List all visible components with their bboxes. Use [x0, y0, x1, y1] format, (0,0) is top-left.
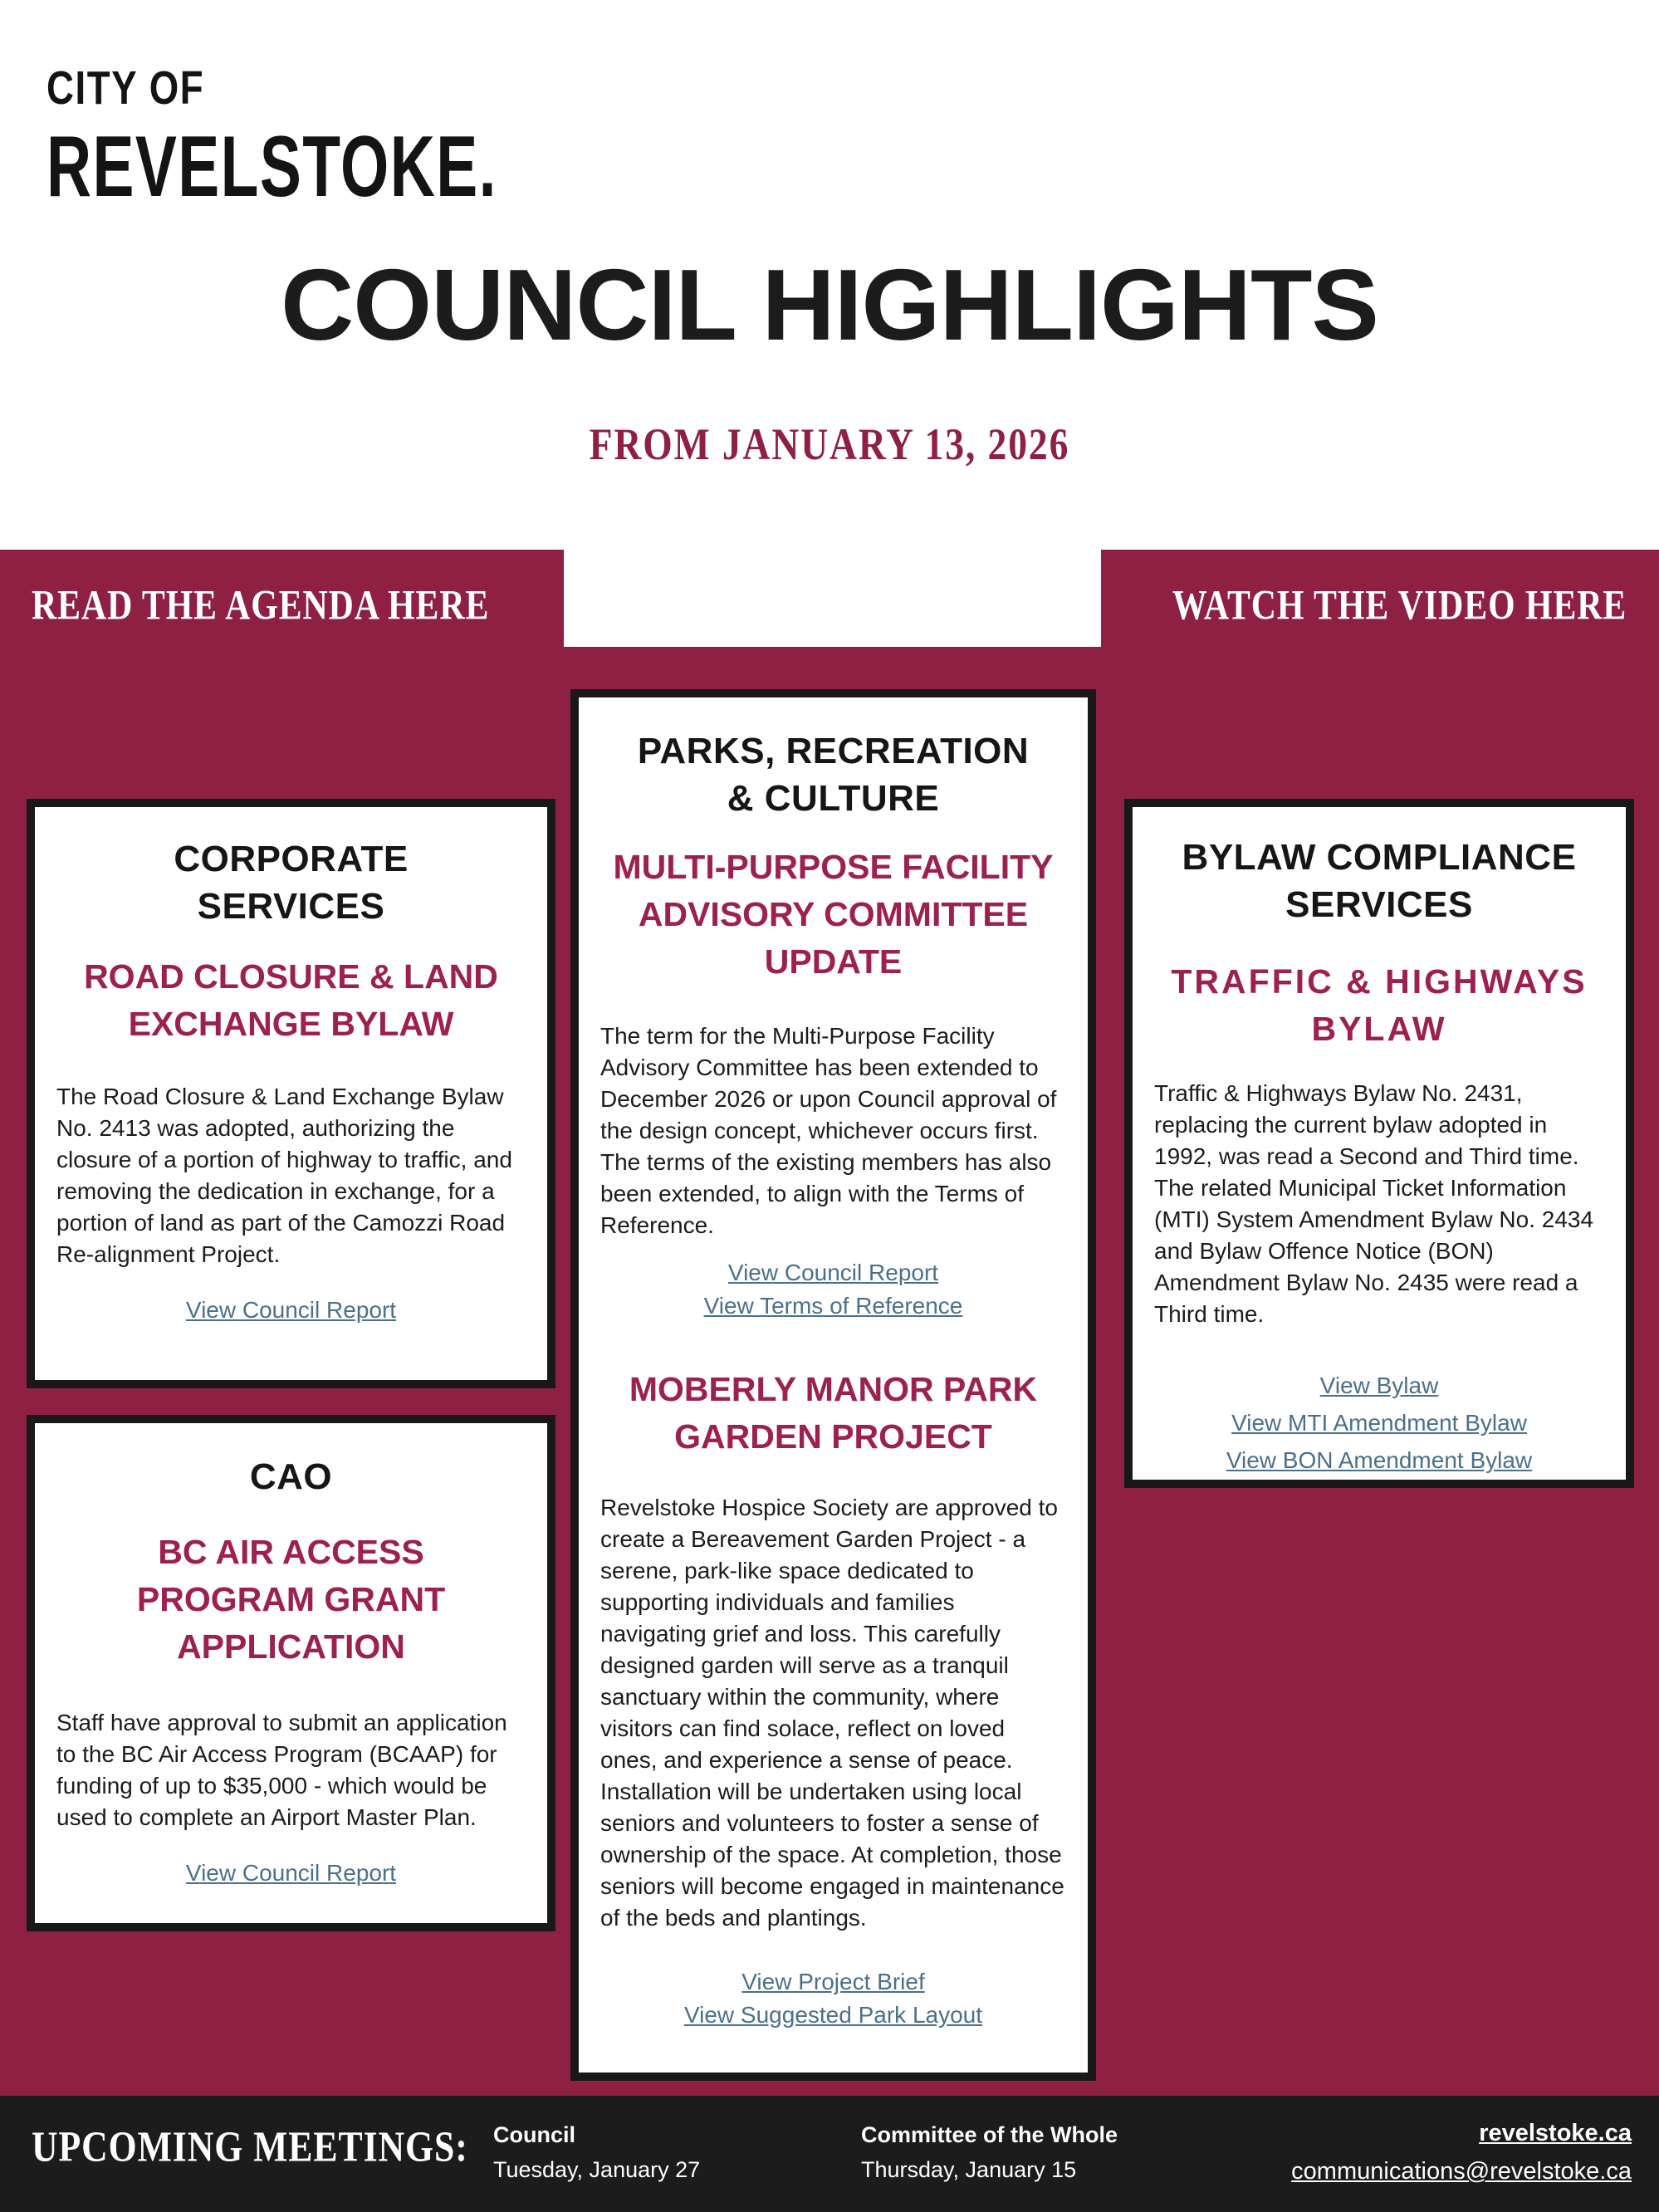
moberly-manor-heading [587, 1366, 1079, 1461]
view-council-report-link[interactable]: View Council Report [185, 1860, 397, 1886]
road-closure-heading [43, 953, 539, 1048]
footer-contact-links [1291, 2114, 1632, 2190]
corporate-services-title [43, 835, 539, 930]
heading-line: EXCHANGE BYLAW [128, 1005, 454, 1043]
link-group [35, 1294, 547, 1327]
heading-line: PROGRAM GRANT [136, 1580, 446, 1618]
traffic-highways-heading [1141, 958, 1617, 1053]
email-link[interactable]: communications@revelstoke.ca [1291, 2158, 1632, 2185]
parks-recreation-culture-title [587, 727, 1079, 822]
heading-line: ADVISORY COMMITTEE [638, 895, 1029, 933]
heading-line: MOBERLY MANOR PARK [629, 1370, 1038, 1408]
dept-title-line: CORPORATE [174, 839, 409, 879]
page-subtitle: FROM JANUARY 13, 2026 [589, 420, 1070, 470]
corporate-services-box [27, 799, 555, 1388]
watch-video-link[interactable]: WATCH THE VIDEO HERE [1172, 581, 1627, 629]
upcoming-meetings-label: UPCOMING MEETINGS: [32, 2122, 468, 2170]
view-council-report-link[interactable]: View Council Report [185, 1297, 397, 1323]
dept-title-line: & CULTURE [727, 778, 940, 819]
link-group [35, 1857, 547, 1890]
view-terms-of-reference-link[interactable]: View Terms of Reference [703, 1293, 963, 1319]
bc-air-access-body: Staff have approval to submit an application to the BC Air Access Program (BCAAP) for funding of up to $35,000 - which would be used to complete an Airport Master Plan. [56, 1710, 507, 1830]
website-link[interactable]: revelstoke.ca [1479, 2120, 1632, 2146]
multi-purpose-facility-heading [587, 844, 1079, 986]
heading-line: ROAD CLOSURE & LAND [84, 957, 498, 996]
bylaw-compliance-title [1141, 834, 1617, 928]
view-council-report-link[interactable]: View Council Report [727, 1260, 939, 1285]
cao-title [43, 1453, 539, 1500]
dept-title-line: CAO [249, 1456, 333, 1497]
heading-line: GARDEN PROJECT [674, 1417, 992, 1456]
dept-title-line: PARKS, RECREATION [637, 731, 1030, 771]
heading-line: UPDATE [764, 942, 903, 981]
council-meeting [493, 2117, 700, 2187]
heading-line: APPLICATION [177, 1627, 405, 1666]
read-agenda-link[interactable]: READ THE AGENDA HERE [32, 581, 490, 629]
cao-box [27, 1415, 555, 1931]
view-project-brief-link[interactable]: View Project Brief [741, 1969, 925, 1994]
maroon-section [0, 550, 1659, 2096]
footer [0, 2096, 1659, 2212]
logo-city-of: CITY OF [46, 61, 205, 115]
road-closure-body: The Road Closure & Land Exchange Bylaw No. 2413 was adopted, authorizing the closure of a portion of highway to traffic, and removing the dedication in exchange, for a portion of land as part of the Camozzi Road Re-alignment Project. [56, 1084, 512, 1267]
meeting-date: Thursday, January 15 [861, 2157, 1077, 2182]
link-group [1133, 1367, 1626, 1479]
dept-title-line: SERVICES [1285, 884, 1473, 925]
link-group [579, 1256, 1088, 1323]
heading-line: TRAFFIC & HIGHWAYS [1171, 962, 1588, 1001]
meeting-date: Tuesday, January 27 [493, 2157, 701, 2182]
heading-line: MULTI-PURPOSE FACILITY [613, 848, 1054, 886]
dept-title-line: BYLAW COMPLIANCE [1182, 837, 1577, 878]
view-bon-amendment-bylaw-link[interactable]: View BON Amendment Bylaw [1226, 1447, 1533, 1473]
meeting-name: Council [493, 2122, 575, 2147]
traffic-highways-body: Traffic & Highways Bylaw No. 2431, replacing the current bylaw adopted in 1992, was read a Second and Third time. The related Municipal Ticket Information (MTI) System Amendment Bylaw No. 2434 and Bylaw Offence Notice (BON) Amendment Bylaw No. 2435 were read a Third time. [1154, 1080, 1594, 1327]
moberly-manor-body: Revelstoke Hospice Society are approved to create a Bereavement Garden Project - a serene, park-like space dedicated to supporting individuals and families navigating grief and loss. This carefully designed garden will serve as a tranquil sanctuary within the community, where visitors can find solace, reflect on loved ones, and experience a sense of peace. Installation will be undertaken using local seniors and volunteers to foster a sense of ownership of the space. At completion, those seniors will become engaged in maintenance of the beds and plantings. [600, 1495, 1064, 1931]
view-bylaw-link[interactable]: View Bylaw [1319, 1373, 1439, 1398]
heading-line: BC AIR ACCESS [158, 1533, 424, 1571]
band-gap [564, 550, 1101, 647]
view-suggested-park-layout-link[interactable]: View Suggested Park Layout [683, 2002, 983, 2028]
bc-air-access-heading [43, 1529, 539, 1671]
dept-title-line: SERVICES [197, 886, 385, 927]
multi-purpose-facility-body: The term for the Multi-Purpose Facility Advisory Committee has been extended to December 2026 or upon Council approval of the design concept, whichever occurs first. The terms of the existing members has also been extended, to align with the Terms of Reference. [600, 1023, 1057, 1238]
committee-of-the-whole-meeting [861, 2117, 1118, 2187]
logo-revelstoke: REVELSTOKE. [46, 119, 497, 215]
link-group [579, 1965, 1088, 2032]
heading-line: BYLAW [1311, 1010, 1447, 1048]
meeting-name: Committee of the Whole [861, 2122, 1118, 2147]
view-mti-amendment-bylaw-link[interactable]: View MTI Amendment Bylaw [1231, 1410, 1527, 1436]
parks-recreation-culture-box [570, 689, 1096, 2081]
city-of-revelstoke-logo [46, 61, 673, 215]
page-title: COUNCIL HIGHLIGHTS [281, 248, 1378, 361]
bylaw-compliance-box [1124, 799, 1634, 1488]
